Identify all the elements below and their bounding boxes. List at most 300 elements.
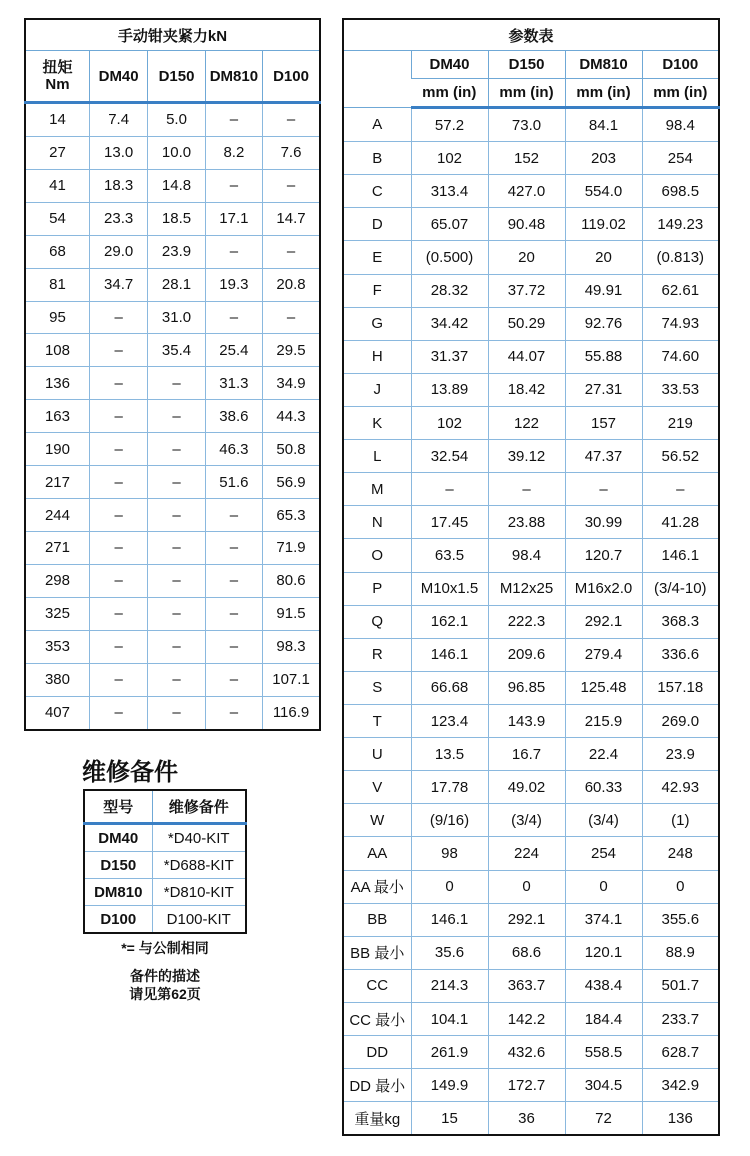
- table-row: [343, 307, 719, 340]
- param-value: 209.6: [488, 638, 565, 671]
- param-value: 102: [411, 406, 488, 439]
- param-value: 56.52: [642, 440, 719, 473]
- param-label: W: [343, 804, 411, 837]
- param-label: A: [372, 116, 383, 134]
- param-value: 304.5: [565, 1069, 642, 1102]
- model-header: D100: [263, 51, 320, 103]
- torque-cell: 14: [49, 111, 66, 129]
- table-row: [343, 605, 719, 638]
- table-row: [343, 440, 719, 473]
- param-value: 120.1: [565, 936, 642, 969]
- force-cell: –: [148, 466, 205, 499]
- table-row: [25, 301, 320, 334]
- table-row: [84, 879, 246, 906]
- spare-parts-heading: 维修备件: [82, 759, 178, 786]
- force-cell: –: [89, 334, 147, 367]
- param-value: 279.4: [565, 638, 642, 671]
- force-cell: 7.6: [263, 136, 320, 169]
- param-value: 42.93: [642, 771, 719, 804]
- table-row: [343, 704, 719, 737]
- force-cell: –: [205, 531, 262, 564]
- unit-header: mm (in): [642, 79, 719, 108]
- table-row: [343, 208, 719, 241]
- table-row: [343, 142, 719, 175]
- model-cell: DM810: [84, 879, 152, 906]
- param-value: 0: [565, 870, 642, 903]
- table-row: [25, 696, 320, 729]
- param-value: 0: [642, 870, 719, 903]
- force-cell: –: [148, 597, 205, 630]
- unit-header: mm (in): [488, 79, 565, 108]
- param-label: Q: [343, 605, 411, 638]
- table-row: [343, 539, 719, 572]
- param-value: 0: [411, 870, 488, 903]
- param-value: 17.78: [411, 771, 488, 804]
- param-value: 146.1: [411, 903, 488, 936]
- param-label: BB: [343, 903, 411, 936]
- kit-cell: *D688-KIT: [152, 852, 246, 879]
- torque-cell: 136: [25, 367, 89, 400]
- param-value: 66.68: [411, 671, 488, 704]
- force-cell: –: [148, 499, 205, 532]
- force-cell: 65.3: [263, 499, 320, 532]
- table-row: [84, 906, 246, 934]
- param-value: 184.4: [565, 1002, 642, 1035]
- param-value: 313.4: [411, 175, 488, 208]
- param-value: 119.02: [565, 208, 642, 241]
- param-value: 30.99: [565, 506, 642, 539]
- torque-cell: 27: [25, 136, 89, 169]
- force-cell: 71.9: [263, 531, 320, 564]
- param-value: 28.32: [411, 274, 488, 307]
- param-value: –: [488, 473, 565, 506]
- param-label: S: [343, 671, 411, 704]
- param-value: (9/16): [411, 804, 488, 837]
- table-row: [343, 969, 719, 1002]
- torque-cell: 244: [25, 499, 89, 532]
- model-cell: DM40: [98, 829, 139, 847]
- param-value: 162.1: [411, 605, 488, 638]
- force-cell: 116.9: [263, 696, 320, 729]
- force-cell: 34.9: [263, 367, 320, 400]
- param-value: 73.0: [488, 108, 565, 142]
- model-header: DM810: [205, 51, 262, 103]
- param-value: (3/4-10): [642, 572, 719, 605]
- torque-cell: 325: [25, 597, 89, 630]
- param-value: 363.7: [488, 969, 565, 1002]
- force-cell: 80.6: [263, 564, 320, 597]
- param-value: 152: [488, 142, 565, 175]
- param-value: 374.1: [565, 903, 642, 936]
- param-value: (0.813): [642, 241, 719, 274]
- force-cell: –: [89, 301, 147, 334]
- force-cell: –: [263, 235, 320, 268]
- param-value: 203: [565, 142, 642, 175]
- table-row: [343, 473, 719, 506]
- param-label: B: [343, 142, 411, 175]
- force-cell: –: [89, 466, 147, 499]
- param-value: 427.0: [488, 175, 565, 208]
- torque-cell: 163: [25, 400, 89, 433]
- force-cell: –: [205, 564, 262, 597]
- force-cell: 18.5: [148, 202, 205, 235]
- param-label: H: [343, 340, 411, 373]
- torque-cell: 54: [25, 202, 89, 235]
- force-cell: 31.0: [148, 301, 205, 334]
- param-value: 37.72: [488, 274, 565, 307]
- param-label: 重量kg: [343, 1102, 411, 1136]
- force-cell: –: [205, 169, 262, 202]
- param-value: 0: [488, 870, 565, 903]
- force-cell: –: [148, 531, 205, 564]
- force-cell: –: [148, 367, 205, 400]
- table-row: [25, 433, 320, 466]
- param-label: DD 最小: [343, 1069, 411, 1102]
- force-cell: –: [148, 663, 205, 696]
- torque-cell: 271: [25, 531, 89, 564]
- force-cell: –: [148, 433, 205, 466]
- param-value: 254: [642, 142, 719, 175]
- param-value: 96.85: [488, 671, 565, 704]
- force-cell: 56.9: [263, 466, 320, 499]
- force-cell: 98.3: [263, 630, 320, 663]
- param-value: 50.29: [488, 307, 565, 340]
- param-value: (0.500): [411, 241, 488, 274]
- param-label: F: [343, 274, 411, 307]
- force-cell: –: [263, 169, 320, 202]
- force-cell: –: [89, 696, 147, 729]
- param-value: 342.9: [642, 1069, 719, 1102]
- table-row: [343, 241, 719, 274]
- param-label: U: [343, 738, 411, 771]
- description-note: 备件的描述 请见第62页: [129, 968, 201, 1002]
- param-value: 16.7: [488, 738, 565, 771]
- table-row: [343, 1069, 719, 1102]
- force-cell: –: [205, 696, 262, 729]
- kit-cell: D100-KIT: [152, 906, 246, 934]
- param-label: CC: [343, 969, 411, 1002]
- param-value: (3/4): [565, 804, 642, 837]
- force-cell: 28.1: [148, 268, 205, 301]
- param-value: M12x25: [488, 572, 565, 605]
- table-row: [343, 572, 719, 605]
- table-row: [25, 564, 320, 597]
- force-cell: –: [89, 499, 147, 532]
- metric-note: *= 与公制相同: [121, 940, 209, 956]
- table-row: [343, 837, 719, 870]
- force-cell: 23.9: [148, 235, 205, 268]
- param-value: 23.88: [488, 506, 565, 539]
- force-cell: –: [205, 235, 262, 268]
- param-value: 74.60: [642, 340, 719, 373]
- table-row: [25, 663, 320, 696]
- param-value: 31.37: [411, 340, 488, 373]
- table-row: [343, 274, 719, 307]
- force-cell: 31.3: [205, 367, 262, 400]
- force-cell: 46.3: [205, 433, 262, 466]
- param-label: N: [343, 506, 411, 539]
- clamp-table-title: 手动钳夹紧力kN: [25, 19, 320, 51]
- param-value: 501.7: [642, 969, 719, 1002]
- param-value: 41.28: [642, 506, 719, 539]
- force-cell: 5.0: [148, 103, 205, 137]
- force-cell: 14.8: [148, 169, 205, 202]
- param-value: 17.45: [411, 506, 488, 539]
- param-value: 172.7: [488, 1069, 565, 1102]
- param-value: 65.07: [411, 208, 488, 241]
- param-value: 157: [565, 406, 642, 439]
- table-row: [25, 499, 320, 532]
- param-value: 292.1: [488, 903, 565, 936]
- force-cell: –: [205, 499, 262, 532]
- force-cell: –: [89, 597, 147, 630]
- force-cell: 10.0: [148, 136, 205, 169]
- table-row: [25, 136, 320, 169]
- param-value: 13.5: [411, 738, 488, 771]
- param-value: 149.23: [642, 208, 719, 241]
- torque-cell: 95: [25, 301, 89, 334]
- torque-cell: 298: [25, 564, 89, 597]
- param-value: 269.0: [642, 704, 719, 737]
- table-row: [25, 202, 320, 235]
- param-value: 558.5: [565, 1036, 642, 1069]
- table-row: [343, 903, 719, 936]
- param-value: 222.3: [488, 605, 565, 638]
- force-cell: 13.0: [89, 136, 147, 169]
- param-value: 88.9: [642, 936, 719, 969]
- param-value: 35.6: [411, 936, 488, 969]
- param-value: 18.42: [488, 373, 565, 406]
- torque-cell: 81: [25, 268, 89, 301]
- param-value: 219: [642, 406, 719, 439]
- table-row: [25, 235, 320, 268]
- force-cell: 17.1: [205, 202, 262, 235]
- param-value: 292.1: [565, 605, 642, 638]
- table-row: [343, 1002, 719, 1035]
- param-value: –: [411, 473, 488, 506]
- force-cell: 50.8: [263, 433, 320, 466]
- clamp-force-table: [24, 18, 321, 731]
- force-cell: –: [89, 367, 147, 400]
- model-header: DM810: [565, 51, 642, 79]
- force-cell: 107.1: [263, 663, 320, 696]
- param-value: 122: [488, 406, 565, 439]
- param-value: (3/4): [488, 804, 565, 837]
- table-row: [343, 638, 719, 671]
- unit-header: mm (in): [411, 79, 488, 108]
- force-cell: 7.4: [89, 103, 147, 137]
- param-label: T: [343, 704, 411, 737]
- param-value: 224: [488, 837, 565, 870]
- force-cell: –: [148, 696, 205, 729]
- param-value: –: [642, 473, 719, 506]
- param-label: J: [343, 373, 411, 406]
- table-row: [343, 870, 719, 903]
- param-value: 104.1: [411, 1002, 488, 1035]
- torque-cell: 353: [25, 630, 89, 663]
- param-value: 92.76: [565, 307, 642, 340]
- param-label: K: [343, 406, 411, 439]
- model-cell: D150: [84, 852, 152, 879]
- torque-cell: 380: [25, 663, 89, 696]
- param-value: 438.4: [565, 969, 642, 1002]
- force-cell: –: [205, 597, 262, 630]
- param-label: R: [343, 638, 411, 671]
- table-row: [343, 108, 719, 142]
- model-header: DM40: [411, 51, 488, 79]
- force-cell: 38.6: [205, 400, 262, 433]
- torque-header: 扭矩 Nm: [25, 51, 89, 103]
- param-value: 142.2: [488, 1002, 565, 1035]
- force-cell: –: [205, 663, 262, 696]
- param-value: 74.93: [642, 307, 719, 340]
- force-cell: –: [263, 301, 320, 334]
- param-value: 13.89: [411, 373, 488, 406]
- spare-parts-table: [83, 789, 247, 934]
- param-value: 123.4: [411, 704, 488, 737]
- param-label: AA: [343, 837, 411, 870]
- param-value: 20: [565, 241, 642, 274]
- param-value: 698.5: [642, 175, 719, 208]
- param-value: 34.42: [411, 307, 488, 340]
- param-value: 336.6: [642, 638, 719, 671]
- force-cell: –: [89, 433, 147, 466]
- table-row: [343, 738, 719, 771]
- param-value: 44.07: [488, 340, 565, 373]
- force-cell: –: [89, 564, 147, 597]
- param-value: 23.9: [642, 738, 719, 771]
- param-value: M10x1.5: [411, 572, 488, 605]
- spare-header: 维修备件: [152, 790, 246, 824]
- param-value: 39.12: [488, 440, 565, 473]
- param-label: O: [343, 539, 411, 572]
- param-value: (1): [642, 804, 719, 837]
- param-value: 49.91: [565, 274, 642, 307]
- table-row: [25, 169, 320, 202]
- table-row: [343, 506, 719, 539]
- force-cell: 20.8: [263, 268, 320, 301]
- param-value: 15: [411, 1102, 488, 1136]
- model-header: D150: [488, 51, 565, 79]
- force-cell: –: [148, 630, 205, 663]
- table-row: [25, 597, 320, 630]
- param-value: 233.7: [642, 1002, 719, 1035]
- param-value: 32.54: [411, 440, 488, 473]
- param-value: 90.48: [488, 208, 565, 241]
- param-value: 49.02: [488, 771, 565, 804]
- param-value: 261.9: [411, 1036, 488, 1069]
- param-value: 146.1: [642, 539, 719, 572]
- torque-cell: 68: [25, 235, 89, 268]
- param-value: 33.53: [642, 373, 719, 406]
- param-value: 27.31: [565, 373, 642, 406]
- table-row: [25, 531, 320, 564]
- force-cell: –: [205, 630, 262, 663]
- force-cell: –: [89, 630, 147, 663]
- table-row: [84, 824, 246, 852]
- param-value: 143.9: [488, 704, 565, 737]
- param-value: 254: [565, 837, 642, 870]
- force-cell: 18.3: [89, 169, 147, 202]
- force-cell: –: [89, 663, 147, 696]
- force-cell: –: [148, 400, 205, 433]
- torque-cell: 217: [25, 466, 89, 499]
- spare-header: 型号: [84, 790, 152, 824]
- param-label: CC 最小: [343, 1002, 411, 1035]
- param-value: 62.61: [642, 274, 719, 307]
- param-value: 98.4: [642, 108, 719, 142]
- table-row: [84, 852, 246, 879]
- param-value: 63.5: [411, 539, 488, 572]
- param-value: 355.6: [642, 903, 719, 936]
- table-row: [343, 175, 719, 208]
- param-value: 68.6: [488, 936, 565, 969]
- param-label: P: [343, 572, 411, 605]
- param-value: –: [565, 473, 642, 506]
- model-header: D150: [148, 51, 205, 103]
- table-row: [25, 367, 320, 400]
- kit-cell: *D40-KIT: [152, 824, 246, 852]
- table-row: [25, 268, 320, 301]
- table-row: [343, 340, 719, 373]
- torque-cell: 41: [25, 169, 89, 202]
- force-cell: –: [205, 301, 262, 334]
- param-value: 628.7: [642, 1036, 719, 1069]
- param-value: 146.1: [411, 638, 488, 671]
- force-cell: 34.7: [89, 268, 147, 301]
- param-label: DD: [343, 1036, 411, 1069]
- param-label: G: [343, 307, 411, 340]
- param-value: 55.88: [565, 340, 642, 373]
- table-row: [25, 334, 320, 367]
- param-value: 36: [488, 1102, 565, 1136]
- torque-cell: 190: [25, 433, 89, 466]
- table-row: [343, 671, 719, 704]
- kit-cell: *D810-KIT: [152, 879, 246, 906]
- param-value: 22.4: [565, 738, 642, 771]
- param-label: AA 最小: [343, 870, 411, 903]
- force-cell: –: [89, 400, 147, 433]
- param-value: 57.2: [411, 108, 488, 142]
- force-cell: 51.6: [205, 466, 262, 499]
- spec-corner-cell: [343, 51, 411, 108]
- param-value: 20: [488, 241, 565, 274]
- torque-cell: 108: [25, 334, 89, 367]
- table-row: [343, 771, 719, 804]
- param-value: 136: [642, 1102, 719, 1136]
- param-value: 72: [565, 1102, 642, 1136]
- force-cell: 29.5: [263, 334, 320, 367]
- force-cell: 14.7: [263, 202, 320, 235]
- param-value: 368.3: [642, 605, 719, 638]
- table-row: [25, 400, 320, 433]
- param-value: 60.33: [565, 771, 642, 804]
- param-value: 84.1: [565, 108, 642, 142]
- table-row: [343, 406, 719, 439]
- force-cell: 29.0: [89, 235, 147, 268]
- table-row: [25, 466, 320, 499]
- force-cell: 8.2: [205, 136, 262, 169]
- param-value: 98.4: [488, 539, 565, 572]
- spec-table: [342, 18, 720, 1136]
- spec-table-title: 参数表: [343, 19, 719, 51]
- model-header: D100: [642, 51, 719, 79]
- table-row: [25, 630, 320, 663]
- table-row: [343, 1036, 719, 1069]
- force-cell: 91.5: [263, 597, 320, 630]
- force-cell: 25.4: [205, 334, 262, 367]
- param-label: E: [343, 241, 411, 274]
